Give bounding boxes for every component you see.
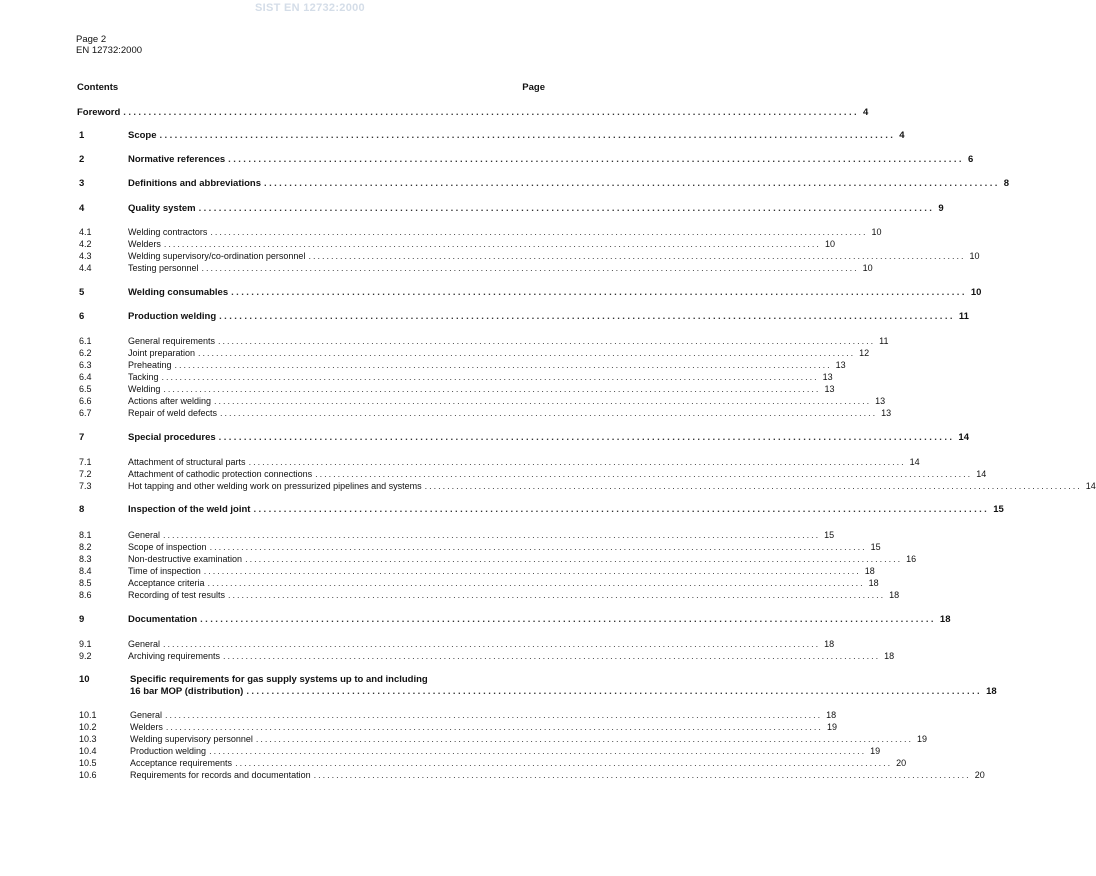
toc-entry-number: 6.7 — [79, 408, 92, 418]
toc-leader: .................................................................................................................................................. — [174, 360, 832, 370]
toc-entry-title: Testing personnel — [128, 263, 199, 273]
toc-entry-page: 13 — [881, 408, 892, 418]
toc-entry-title: Repair of weld defects — [128, 408, 218, 418]
toc-entry-8-6[interactable] — [77, 589, 900, 601]
toc-entry-number: 8.6 — [79, 590, 92, 600]
toc-leader: .................................................................................................................................................. — [308, 251, 966, 261]
toc-entry-4[interactable] — [77, 203, 944, 215]
toc-entry-number: 4.3 — [79, 251, 92, 261]
toc-entry-page: 10 — [969, 251, 980, 261]
toc-entry-9[interactable] — [77, 614, 951, 626]
toc-leader: .................................................................................................................................................. — [315, 469, 973, 479]
toc-entry-title: Acceptance requirements — [130, 758, 233, 768]
toc-entry-number: 9 — [79, 614, 85, 625]
toc-entry-page: 12 — [859, 348, 870, 358]
toc-entry-10-1[interactable] — [77, 709, 837, 721]
toc-leader: .................................................................................................................................................. — [245, 554, 903, 564]
toc-entry-7-2[interactable] — [77, 468, 987, 480]
toc-entry-number: 8.2 — [79, 542, 92, 552]
toc-entry-title: Welders — [128, 239, 161, 249]
toc-entry-2[interactable] — [77, 154, 974, 166]
toc-entry-number: 10.1 — [79, 710, 97, 720]
toc-entry-title: Definitions and abbreviations — [128, 178, 262, 189]
toc-entry-page: 18 — [889, 590, 900, 600]
toc-leader: .................................................................................................................................................. — [255, 734, 913, 744]
toc-entry-4-2[interactable] — [77, 238, 835, 250]
toc-leader: .................................................................................................................................................. — [264, 178, 1000, 189]
toc-entry-8-1[interactable] — [77, 529, 835, 541]
toc-leader: .................................................................................................................................................. — [235, 758, 893, 768]
toc-entry-page: 13 — [822, 372, 833, 382]
toc-entry-number: 6.4 — [79, 372, 92, 382]
toc-entry-number: 3 — [79, 178, 85, 189]
toc-entry-title: Requirements for records and documentation — [130, 770, 311, 780]
toc-leader: .................................................................................................................................................. — [228, 154, 964, 165]
toc-entry-page: 10 — [970, 287, 982, 298]
toc-entry-title: Production welding — [128, 311, 217, 322]
toc-entry-page: 18 — [939, 614, 951, 625]
toc-entry-title: Welding consumables — [128, 287, 229, 298]
toc-entry-title: Welding supervisory/co-ordination personnel — [128, 251, 306, 261]
toc-entry-number: 6.3 — [79, 360, 92, 370]
toc-entry-page: 14 — [976, 469, 987, 479]
page-column-heading: Page — [522, 82, 545, 93]
toc-leader: .................................................................................................................................................. — [219, 311, 955, 322]
toc-entry-title: Welding — [128, 384, 161, 394]
toc-leader: .................................................................................................................................................. — [203, 566, 861, 576]
toc-entry-page: 14 — [909, 457, 920, 467]
toc-entry-number: 4.4 — [79, 263, 92, 273]
toc-entry-page: 18 — [826, 710, 837, 720]
toc-entry-8-3[interactable] — [77, 553, 917, 565]
page-number: Page 2 — [76, 34, 107, 45]
toc-entry-page: 4 — [863, 107, 869, 118]
toc-leader: .................................................................................................................................................. — [200, 614, 936, 625]
toc-entry-title: Tacking — [128, 372, 159, 382]
toc-entry-6-2[interactable] — [77, 347, 870, 359]
toc-entry-6-5[interactable] — [77, 383, 835, 395]
toc-entry-8-5[interactable] — [77, 577, 879, 589]
toc-entry-page: 8 — [1003, 178, 1010, 189]
toc-entry-number: 7.2 — [79, 469, 92, 479]
toc-leader: .................................................................................................................................................. — [220, 408, 878, 418]
toc-entry-title: General — [128, 530, 161, 540]
toc-entry-page: 11 — [879, 336, 889, 346]
toc-leader: .................................................................................................................................................. — [159, 130, 896, 141]
toc-leader: .................................................................................................................................................. — [161, 372, 819, 382]
toc-entry-number: 9.2 — [79, 651, 92, 661]
toc-leader: .................................................................................................................................................. — [165, 722, 823, 732]
toc-entry-title-line2: 16 bar MOP (distribution) — [130, 686, 244, 697]
toc-entry-6-1[interactable] — [77, 335, 889, 347]
toc-leader: .................................................................................................................................................. — [218, 336, 876, 346]
toc-entry-6[interactable] — [77, 311, 969, 323]
toc-entry-number: 6.2 — [79, 348, 92, 358]
toc-leader: .................................................................................................................................................. — [246, 686, 983, 697]
toc-leader: .................................................................................................................................................. — [201, 263, 859, 273]
toc-entry-title: Normative references — [128, 154, 226, 165]
toc-entry-number: 5 — [79, 287, 85, 298]
toc-entry-title: General requirements — [128, 336, 216, 346]
toc-entry-page: 11 — [958, 311, 969, 322]
toc-entry-page: 9 — [938, 203, 944, 214]
standard-id: EN 12732:2000 — [76, 45, 143, 56]
toc-entry-number: 6.1 — [79, 336, 92, 346]
toc-entry-number: 10.4 — [79, 746, 97, 756]
toc-entry-number: 10.5 — [79, 758, 97, 768]
toc-entry-7-1[interactable] — [77, 456, 920, 468]
toc-entry-page: 20 — [974, 770, 985, 780]
toc-entry-title: Acceptance criteria — [128, 578, 205, 588]
toc-entry-8-4[interactable] — [77, 565, 875, 577]
toc-entry-page: 18 — [868, 578, 879, 588]
toc-entry-page: 15 — [824, 530, 835, 540]
toc-entry-title: Inspection of the weld joint — [128, 504, 251, 515]
toc-entry-9-1[interactable] — [77, 638, 835, 650]
toc-entry-10-4[interactable] — [77, 745, 881, 757]
toc-entry-6-6[interactable] — [77, 395, 886, 407]
toc-entry-number: 10.2 — [79, 722, 97, 732]
toc-entry-number: 8.3 — [79, 554, 92, 564]
toc-entry-page: 18 — [864, 566, 875, 576]
toc-entry-4-1[interactable] — [77, 226, 882, 238]
toc-entry-number: 7.3 — [79, 481, 92, 491]
toc-entry-number: 8.1 — [79, 530, 92, 540]
toc-entry-foreword[interactable] — [77, 107, 869, 119]
toc-entry-page: 13 — [824, 384, 835, 394]
toc-entry-number: 2 — [79, 154, 85, 165]
toc-leader: .................................................................................................................................................. — [313, 770, 971, 780]
toc-entry-page: 14 — [1085, 481, 1096, 491]
toc-leader: .................................................................................................................................................. — [163, 239, 821, 249]
toc-entry-8[interactable] — [77, 504, 1004, 516]
toc-entry-page: 18 — [824, 639, 835, 649]
watermark: SIST EN 12732:2000 — [255, 2, 365, 14]
toc-entry-title: Actions after welding — [128, 396, 212, 406]
toc-leader: .................................................................................................................................................. — [198, 348, 856, 358]
toc-entry-number: 8.5 — [79, 578, 92, 588]
toc-entry-page: 15 — [993, 504, 1004, 515]
toc-entry-number: 4 — [79, 203, 85, 214]
toc-entry-number: 4.2 — [79, 239, 92, 249]
toc-leader: .................................................................................................................................................. — [123, 107, 860, 118]
toc-entry-title: Non-destructive examination — [128, 554, 243, 564]
toc-entry-page: 16 — [906, 554, 917, 564]
toc-entry-number: 6.6 — [79, 396, 92, 406]
toc-entry-6-3[interactable] — [77, 359, 846, 371]
toc-entry-title: Foreword — [77, 107, 121, 118]
toc-leader: .................................................................................................................................................. — [424, 481, 1082, 491]
toc-leader: .................................................................................................................................................. — [207, 578, 865, 588]
toc-entry-page: 18 — [986, 686, 997, 697]
toc-entry-page: 14 — [958, 432, 969, 443]
toc-entry-number: 1 — [79, 130, 85, 141]
toc-entry-page: 19 — [870, 746, 881, 756]
toc-entry-4-3[interactable] — [77, 250, 980, 262]
toc-entry-title: Welding contractors — [128, 227, 208, 237]
toc-entry-title: Attachment of structural parts — [128, 457, 246, 467]
toc-entry-title: Time of inspection — [128, 566, 201, 576]
toc-entry-5[interactable] — [77, 287, 982, 299]
toc-leader: .................................................................................................................................................. — [165, 710, 823, 720]
toc-entry-10-continued[interactable] — [77, 686, 997, 698]
toc-entry-title: Special procedures — [128, 432, 216, 443]
toc-entry-title: Preheating — [128, 360, 172, 370]
toc-entry-number: 10 — [79, 674, 90, 685]
toc-entry-page: 10 — [862, 263, 873, 273]
toc-entry-title: Recording of test results — [128, 590, 226, 600]
toc-entry-page: 15 — [870, 542, 881, 552]
toc-entry-title: Quality system — [128, 203, 196, 214]
toc-entry-title: Archiving requirements — [128, 651, 221, 661]
toc-entry-10-2[interactable] — [77, 721, 837, 733]
toc-entry-page: 6 — [967, 154, 974, 165]
toc-entry-page: 4 — [899, 130, 905, 141]
toc-entry-page: 13 — [875, 396, 886, 406]
toc-leader: .................................................................................................................................................. — [163, 639, 821, 649]
toc-leader: .................................................................................................................................................. — [253, 504, 990, 515]
toc-entry-title-line1: Specific requirements for gas supply systems up to and including — [130, 674, 428, 685]
toc-entry-number: 7 — [79, 432, 85, 443]
toc-entry-9-2[interactable] — [77, 650, 895, 662]
toc-entry-number: 9.1 — [79, 639, 92, 649]
toc-entry-6-7[interactable] — [77, 407, 892, 419]
toc-leader: .................................................................................................................................................. — [163, 384, 821, 394]
toc-entry-6-4[interactable] — [77, 371, 833, 383]
toc-entry-page: 19 — [826, 722, 837, 732]
toc-entry-number: 7.1 — [79, 457, 92, 467]
toc-entry-10-5[interactable] — [77, 757, 907, 769]
toc-entry-title: Scope — [128, 130, 157, 141]
toc-entry-8-2[interactable] — [77, 541, 881, 553]
toc-entry-number: 4.1 — [79, 227, 92, 237]
toc-leader: .................................................................................................................................................. — [210, 227, 868, 237]
toc-entry-number: 6.5 — [79, 384, 92, 394]
toc-entry-title: Scope of inspection — [128, 542, 207, 552]
toc-entry-title: Documentation — [128, 614, 198, 625]
toc-entry-4-4[interactable] — [77, 262, 873, 274]
toc-entry-page: 20 — [896, 758, 907, 768]
toc-entry-title: Attachment of cathodic protection connections — [128, 469, 313, 479]
toc-entry-title: Welders — [130, 722, 163, 732]
toc-entry-title: Hot tapping and other welding work on pressurized pipelines and systems — [128, 481, 422, 491]
toc-leader: .................................................................................................................................................. — [209, 746, 867, 756]
toc-entry-number: 6 — [79, 311, 85, 322]
toc-leader: .................................................................................................................................................. — [163, 530, 821, 540]
toc-entry-title: Welding supervisory personnel — [130, 734, 253, 744]
toc-entry-number: 10.6 — [79, 770, 97, 780]
toc-entry-7[interactable] — [77, 432, 969, 444]
toc-leader: .................................................................................................................................................. — [198, 203, 935, 214]
toc-entry-page: 10 — [824, 239, 835, 249]
toc-entry-1[interactable] — [77, 130, 905, 142]
toc-entry-title: General — [130, 710, 163, 720]
page-header — [76, 34, 142, 56]
toc-entry-7-3[interactable] — [77, 480, 1096, 492]
toc-entry-3[interactable] — [77, 178, 1010, 190]
toc-leader: .................................................................................................................................................. — [231, 287, 967, 298]
toc-entry-title: General — [128, 639, 161, 649]
toc-entry-page: 19 — [916, 734, 927, 744]
toc-entry-10-6[interactable] — [77, 769, 985, 781]
toc-leader: .................................................................................................................................................. — [228, 590, 886, 600]
toc-entry-title: Production welding — [130, 746, 207, 756]
toc-leader: .................................................................................................................................................. — [218, 432, 955, 443]
toc-leader: .................................................................................................................................................. — [214, 396, 872, 406]
toc-entry-10[interactable] — [77, 674, 546, 686]
toc-entry-number: 8.4 — [79, 566, 92, 576]
toc-entry-10-3[interactable] — [77, 733, 927, 745]
toc-entry-page: 18 — [884, 651, 895, 661]
toc-entry-number: 10.3 — [79, 734, 97, 744]
toc-leader: .................................................................................................................................................. — [209, 542, 867, 552]
contents-heading: Contents — [77, 82, 119, 93]
toc-entry-page: 10 — [871, 227, 882, 237]
toc-leader: .................................................................................................................................................. — [223, 651, 881, 661]
toc-entry-title: Joint preparation — [128, 348, 196, 358]
toc-entry-page: 13 — [835, 360, 846, 370]
toc-entry-number: 8 — [79, 504, 85, 515]
toc-leader: .................................................................................................................................................. — [248, 457, 906, 467]
